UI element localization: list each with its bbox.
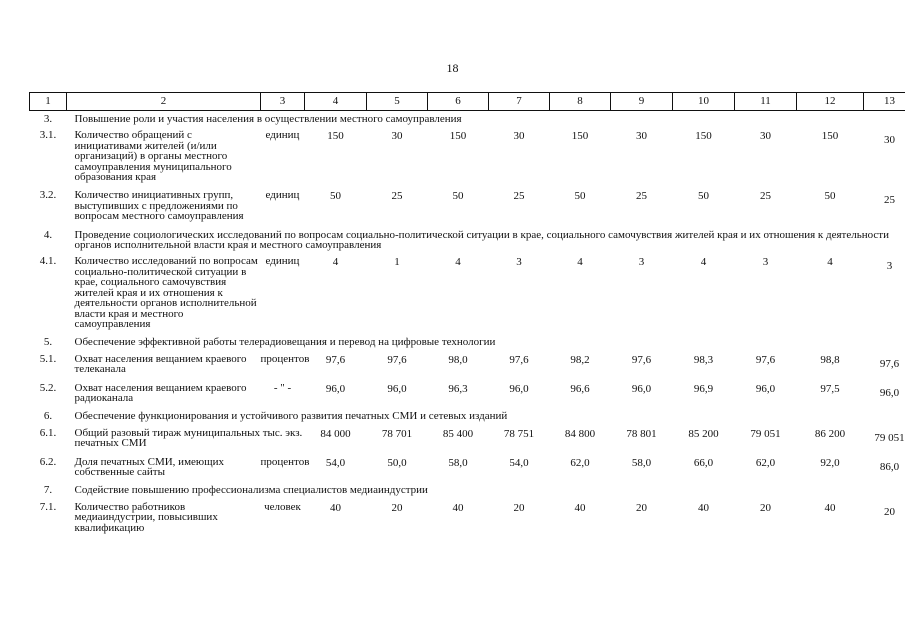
indicator-value: 62,0 bbox=[570, 456, 590, 469]
column-number: 2 bbox=[67, 93, 261, 111]
column-number-row bbox=[30, 93, 905, 111]
indicator-unit: процентов bbox=[260, 352, 310, 365]
indicator-number: 5.2. bbox=[39, 381, 57, 394]
column-number: 4 bbox=[305, 93, 367, 111]
indicator-value: 150 bbox=[327, 130, 344, 143]
indicator-value: 3 bbox=[762, 256, 769, 269]
section-row bbox=[30, 482, 905, 498]
indicator-value: 92,0 bbox=[820, 456, 840, 469]
column-number: 10 bbox=[673, 93, 735, 111]
indicator-value: 78 801 bbox=[626, 427, 657, 440]
indicator-number: 7.1. bbox=[39, 500, 57, 513]
indicator-name: Охват населения вещанием краевого радиоканала bbox=[74, 381, 247, 404]
indicator-value: 40 bbox=[698, 501, 709, 514]
indicator-value: 30 bbox=[513, 130, 525, 143]
section-number: 6. bbox=[43, 410, 53, 423]
indicator-value: 25 bbox=[636, 190, 647, 203]
indicator-value: 97,6 bbox=[755, 353, 776, 366]
indicator-value: 4 bbox=[827, 256, 833, 269]
indicator-value: 98,2 bbox=[570, 353, 590, 366]
indicators-table bbox=[29, 92, 905, 538]
indicator-value: 20 bbox=[760, 501, 771, 514]
indicator-value: 85 200 bbox=[688, 427, 719, 440]
section-number: 7. bbox=[43, 484, 53, 497]
indicator-value: 54,0 bbox=[325, 456, 346, 469]
indicator-value: 4 bbox=[455, 256, 461, 269]
section-title: Обеспечение функционирования и устойчивого развития печатных СМИ и сетевых изданий bbox=[74, 410, 508, 423]
indicator-value: 20 bbox=[636, 501, 647, 514]
indicator-value: 150 bbox=[449, 130, 467, 143]
indicator-value: 40 bbox=[330, 501, 341, 514]
indicator-row bbox=[30, 351, 905, 380]
indicator-name: Количество инициативных групп, выступивших с предложениями по вопросам местного самоуправления bbox=[74, 189, 244, 223]
indicator-number: 6.2. bbox=[39, 455, 57, 468]
indicator-row bbox=[30, 187, 905, 226]
indicator-value: 20 bbox=[884, 505, 895, 518]
indicator-unit: единиц bbox=[265, 189, 300, 202]
indicator-value: 98,8 bbox=[820, 353, 840, 366]
page-number: 18 bbox=[446, 61, 459, 75]
indicator-value: 97,5 bbox=[820, 382, 840, 395]
indicator-value: 96,9 bbox=[693, 382, 714, 395]
indicator-unit: единиц bbox=[265, 255, 300, 268]
column-number: 1 bbox=[30, 93, 67, 111]
indicator-unit: человек bbox=[264, 500, 301, 513]
indicator-number: 3.1. bbox=[39, 129, 57, 142]
indicator-unit: единиц bbox=[265, 129, 300, 142]
indicator-number: 4.1. bbox=[39, 255, 57, 268]
indicator-value: 96,3 bbox=[448, 382, 468, 395]
column-number: 12 bbox=[797, 93, 864, 111]
indicator-value: 3 bbox=[886, 260, 893, 273]
section-title: Обеспечение эффективной работы телерадиовещания и перевод на цифровые технологии bbox=[74, 336, 496, 349]
indicator-value: 50,0 bbox=[387, 456, 407, 469]
indicator-value: 40 bbox=[824, 501, 836, 514]
section-number: 4. bbox=[43, 228, 53, 241]
indicator-row bbox=[30, 127, 905, 187]
column-number: 13 bbox=[864, 93, 905, 111]
indicator-value: 66,0 bbox=[693, 456, 714, 469]
column-number: 3 bbox=[261, 93, 305, 111]
indicator-value: 79 051 bbox=[874, 431, 905, 444]
indicator-value: 150 bbox=[571, 130, 589, 143]
section-title: Содействие повышению профессионализма специалистов медиаиндустрии bbox=[74, 484, 428, 497]
indicator-value: 4 bbox=[332, 256, 339, 269]
indicator-row bbox=[30, 380, 905, 409]
indicator-value: 86,0 bbox=[879, 460, 900, 473]
indicator-value: 98,0 bbox=[448, 353, 468, 366]
indicator-unit: процентов bbox=[260, 455, 310, 468]
indicator-value: 86 200 bbox=[814, 427, 846, 440]
indicator-value: 40 bbox=[574, 501, 586, 514]
indicator-value: 40 bbox=[452, 501, 464, 514]
indicator-value: 4 bbox=[577, 256, 583, 269]
indicator-value: 20 bbox=[391, 501, 403, 514]
column-number: 11 bbox=[735, 93, 797, 111]
indicator-value: 79 051 bbox=[750, 427, 781, 440]
indicator-value: 50 bbox=[452, 190, 464, 203]
indicator-value: 25 bbox=[391, 190, 403, 203]
indicator-name: Количество исследований по вопросам социально-политической ситуации в крае, социального самочувствия жителей края и их отношения к деятельности органов исполнительной власти края и местного самоуправления bbox=[74, 255, 258, 330]
column-number: 7 bbox=[489, 93, 550, 111]
indicator-value: 150 bbox=[695, 130, 712, 143]
indicator-value: 96,0 bbox=[631, 382, 652, 395]
section-row bbox=[30, 111, 905, 128]
section-title: Проведение социологических исследований по вопросам социально-политической ситуации в крае, социального самочувствия жителей края и их отношения к деятельности органов исполнительной власти края и местного самоуправления bbox=[74, 228, 889, 252]
indicator-value: 96,0 bbox=[325, 382, 346, 395]
indicator-value: 58,0 bbox=[448, 456, 468, 469]
column-number: 8 bbox=[550, 93, 611, 111]
indicator-value: 96,0 bbox=[387, 382, 407, 395]
indicator-value: 3 bbox=[638, 256, 645, 269]
indicator-value: 50 bbox=[698, 190, 709, 203]
indicator-name: Охват населения вещанием краевого телеканала bbox=[74, 352, 247, 376]
indicator-number: 3.2. bbox=[39, 189, 57, 202]
indicator-value: 96,0 bbox=[509, 382, 529, 395]
indicator-value: 96,6 bbox=[570, 382, 590, 395]
indicator-value: 98,3 bbox=[693, 353, 714, 366]
indicator-row bbox=[30, 253, 905, 334]
indicator-value: 78 751 bbox=[503, 427, 535, 440]
indicator-value: 58,0 bbox=[631, 456, 652, 469]
indicator-name: Общий разовый тираж муниципальных печатных СМИ bbox=[74, 426, 261, 450]
indicator-number: 6.1. bbox=[39, 426, 57, 439]
indicator-name: Количество работников медиаиндустрии, повысивших квалификацию bbox=[74, 500, 218, 534]
section-number: 5. bbox=[43, 336, 53, 349]
indicator-name: Доля печатных СМИ, имеющих собственные сайты bbox=[74, 455, 224, 478]
indicator-value: 25 bbox=[513, 190, 525, 203]
section-title: Повышение роли и участия населения в осуществлении местного самоуправления bbox=[74, 113, 462, 125]
indicator-value: 97,6 bbox=[509, 353, 529, 366]
indicator-row bbox=[30, 499, 905, 538]
indicator-value: 50 bbox=[574, 190, 586, 203]
column-number: 5 bbox=[367, 93, 428, 111]
indicator-value: 30 bbox=[391, 130, 403, 143]
indicator-value: 150 bbox=[821, 130, 839, 143]
indicator-value: 62,0 bbox=[755, 456, 776, 469]
indicator-value: 25 bbox=[760, 190, 771, 203]
indicator-value: 20 bbox=[513, 501, 525, 514]
indicator-row bbox=[30, 454, 905, 483]
indicator-value: 97,6 bbox=[325, 353, 346, 366]
indicator-value: 78 701 bbox=[381, 427, 413, 440]
indicator-row bbox=[30, 425, 905, 454]
indicator-value: 30 bbox=[884, 134, 895, 147]
indicator-value: 50 bbox=[330, 190, 341, 203]
section-number: 3. bbox=[43, 113, 53, 125]
indicator-value: 3 bbox=[516, 256, 522, 269]
indicator-value: 97,6 bbox=[631, 353, 652, 366]
indicator-value: 84 000 bbox=[320, 427, 351, 440]
indicator-value: 97,6 bbox=[387, 353, 407, 366]
indicator-value: 54,0 bbox=[509, 456, 529, 469]
column-number: 9 bbox=[611, 93, 673, 111]
indicator-value: 4 bbox=[700, 256, 707, 269]
indicator-value: 97,6 bbox=[879, 357, 900, 370]
indicator-value: 30 bbox=[636, 130, 647, 143]
section-row bbox=[30, 227, 905, 254]
indicator-name: Количество обращений с инициативами жителей (и/или организаций) в органы местного самоуправления муниципального образования края bbox=[74, 129, 232, 184]
indicator-value: 1 bbox=[394, 256, 400, 269]
indicator-value: 96,0 bbox=[755, 382, 776, 395]
table-body bbox=[30, 93, 905, 539]
indicator-value: 50 bbox=[824, 190, 836, 203]
indicator-number: 5.1. bbox=[39, 352, 57, 365]
section-row bbox=[30, 408, 905, 424]
indicator-unit: тыс. экз. bbox=[262, 426, 303, 439]
indicator-value: 25 bbox=[884, 194, 895, 207]
indicator-value: 30 bbox=[760, 130, 771, 143]
section-row bbox=[30, 334, 905, 350]
indicator-value: 84 800 bbox=[564, 427, 596, 440]
indicator-value: 96,0 bbox=[879, 386, 900, 399]
indicator-value: 85 400 bbox=[442, 427, 474, 440]
column-number: 6 bbox=[428, 93, 489, 111]
indicator-unit: - " - bbox=[273, 381, 292, 394]
